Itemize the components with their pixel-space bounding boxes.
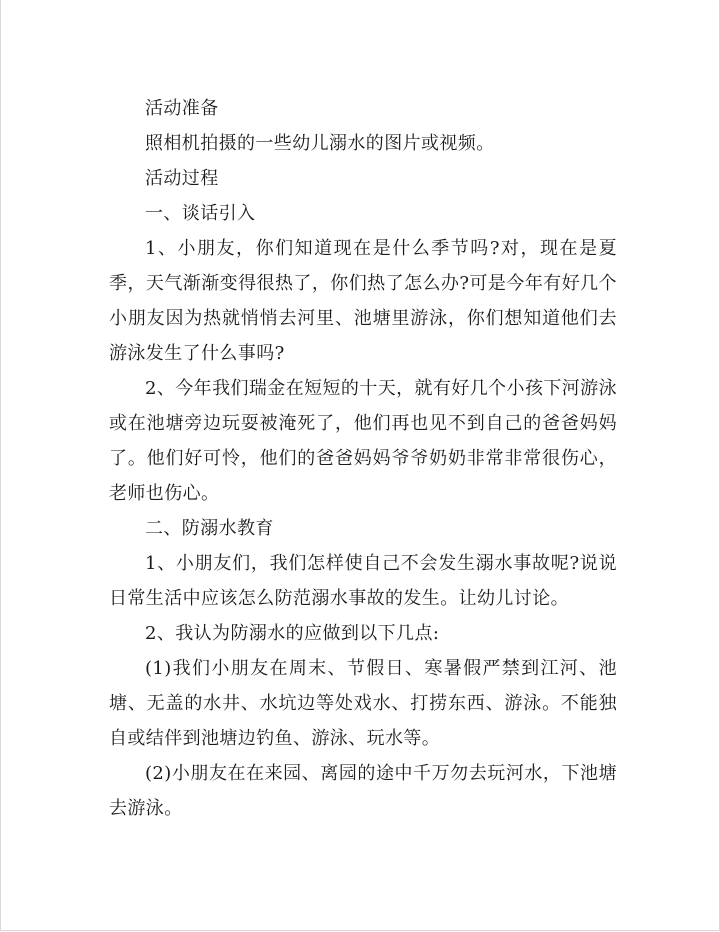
paragraph-1-2: 2、今年我们瑞金在短短的十天，就有好几个小孩下河游泳或在池塘旁边玩耍被淹死了，他们再也见不到自己的爸爸妈妈了。他们好可怜，他们的爸爸妈妈爷爷奶奶非常非常很伤心，老师也伤心。	[109, 378, 617, 504]
paragraph-2-2: 2、我认为防溺水的应做到以下几点:	[145, 623, 440, 644]
paragraph-1-1: 1、小朋友，你们知道现在是什么季节吗?对，现在是夏季，天气渐渐变得很热了，你们热了怎么办?可是今年有好几个小朋友因为热就悄悄去河里、池塘里游泳，你们想知道他们去游泳发生了什么事吗?	[109, 238, 617, 364]
heading-section-2: 二、防溺水教育	[145, 518, 274, 539]
paragraph-2-2-item-1: (1)我们小朋友在周末、节假日、寒暑假严禁到江河、池塘、无盖的水井、水坑边等处戏水、打捞东西、游泳。不能独自或结伴到池塘边钓鱼、游泳、玩水等。	[109, 658, 617, 749]
paragraph-prep-materials: 照相机拍摄的一些幼儿溺水的图片或视频。	[145, 133, 495, 154]
paragraph-2-1: 1、小朋友们，我们怎样使自己不会发生溺水事故呢?说说日常生活中应该怎么防范溺水事故的发生。让幼儿讨论。	[109, 553, 617, 609]
heading-activity-process: 活动过程	[145, 168, 219, 189]
heading-activity-prep: 活动准备	[145, 98, 219, 119]
document-body	[109, 91, 617, 826]
paragraph-2-2-item-2: (2)小朋友在在来园、离园的途中千万勿去玩河水，下池塘去游泳。	[109, 763, 617, 819]
heading-section-1: 一、谈话引入	[145, 203, 256, 224]
